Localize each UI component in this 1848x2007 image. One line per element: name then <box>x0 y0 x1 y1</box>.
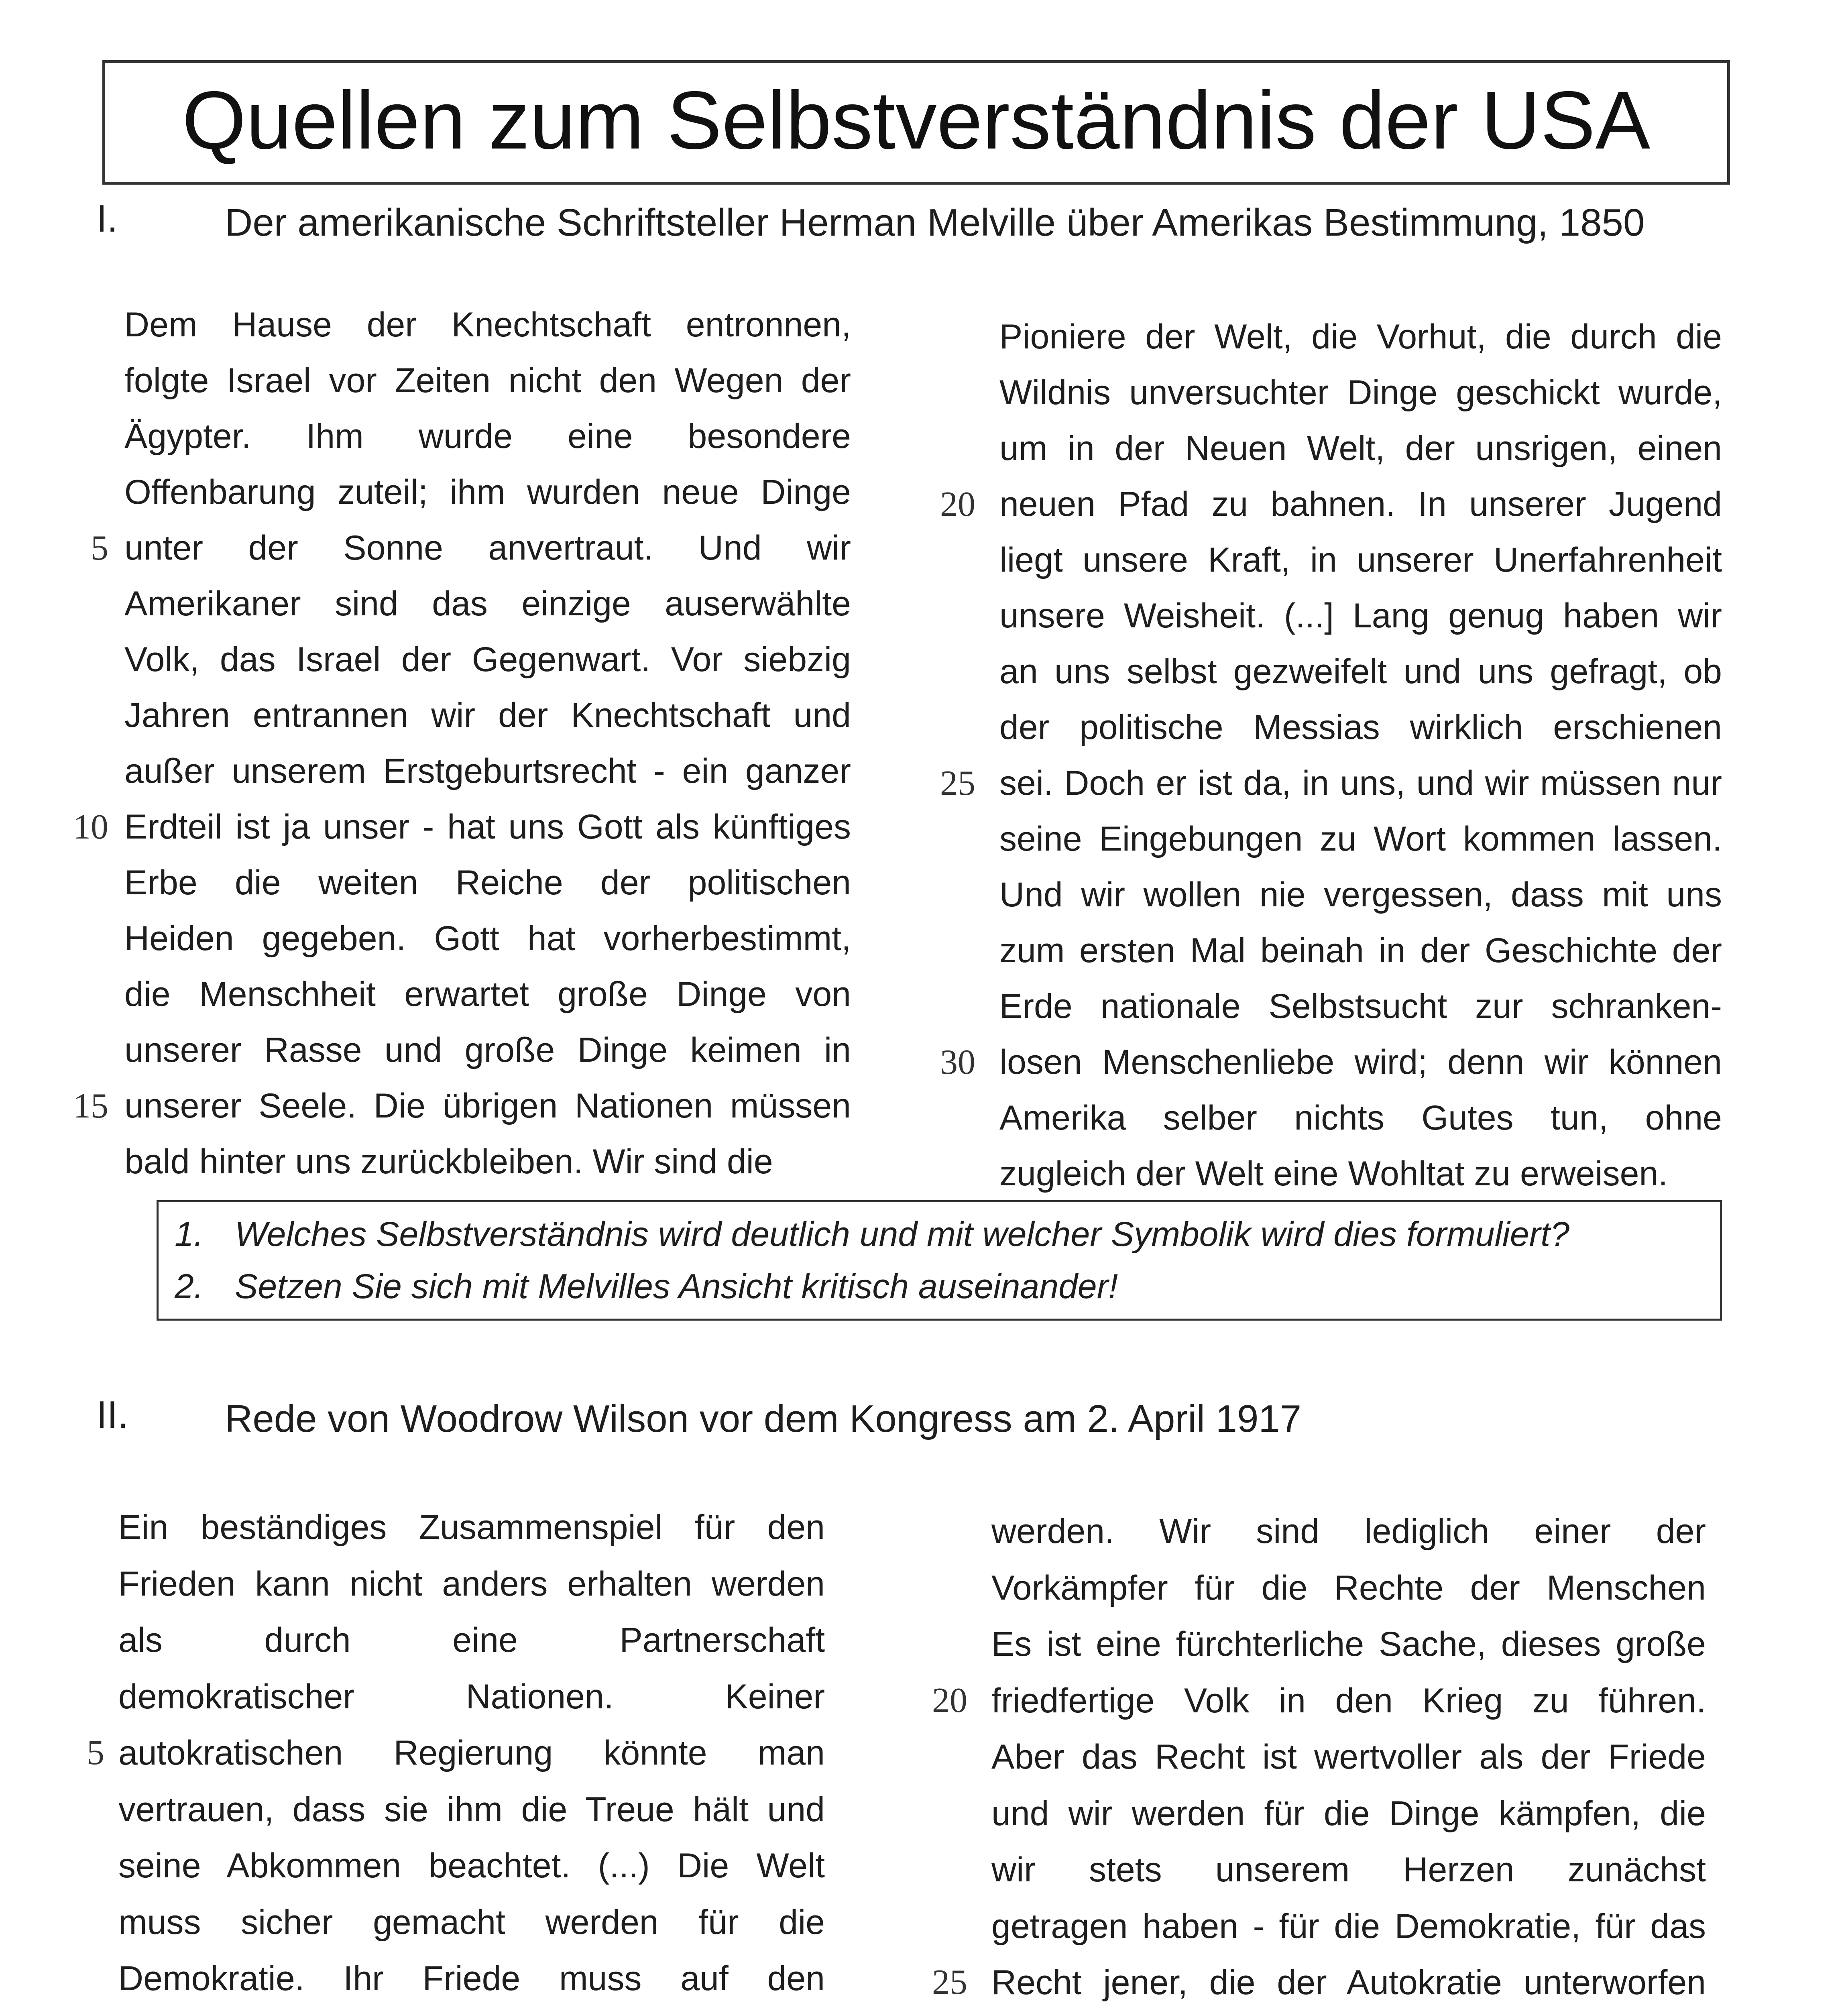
line-number: 30 <box>940 1042 975 1082</box>
text-line: Erde nationale Selbstsucht zur schranken- <box>999 987 1722 1026</box>
text-line: um in der Neuen Welt, der unsrigen, einen <box>999 429 1722 468</box>
text-line: als durch eine Partnerschaft <box>118 1621 825 1659</box>
text-line: friedfertige Volk in den Krieg zu führen. <box>991 1681 1706 1720</box>
text-line: unserer Seele. Die übrigen Nationen müssen <box>124 1087 851 1125</box>
text-line: Aber das Recht ist wertvoller als der Friede <box>991 1738 1706 1776</box>
text-line: Heiden gegeben. Gott hat vorherbestimmt, <box>124 919 851 958</box>
text-line: getragen haben - für die Demokratie, für das <box>991 1907 1706 1946</box>
text-line: unter der Sonne anvertraut. Und wir <box>124 529 851 567</box>
text-line: an uns selbst gezweifelt und uns gefragt, ob <box>999 652 1722 691</box>
text-line: demokratischer Nationen. Keiner <box>118 1677 825 1716</box>
line-number: 10 <box>73 807 108 847</box>
text-line: wir stets unserem Herzen zunächst <box>991 1850 1706 1889</box>
line-number: 15 <box>73 1086 108 1126</box>
section-1-heading: Der amerikanische Schriftsteller Herman Melville über Amerikas Bestimmung, 1850 <box>225 201 1645 244</box>
question-text: Setzen Sie sich mit Melvilles Ansicht kritisch auseinander! <box>235 1267 1118 1306</box>
question-item <box>159 1260 1720 1313</box>
text-line: Pioniere der Welt, die Vorhut, die durch die <box>999 318 1722 356</box>
text-line: liegt unsere Kraft, in unserer Unerfahrenheit <box>999 541 1722 579</box>
text-line: Amerika selber nichts Gutes tun, ohne <box>999 1099 1722 1137</box>
line-number: 5 <box>91 528 108 568</box>
section-2-heading: Rede von Woodrow Wilson vor dem Kongress am 2. April 1917 <box>225 1397 1302 1440</box>
section-1-questions-box <box>157 1200 1722 1321</box>
text-line: muss sicher gemacht werden für die <box>118 1903 825 1942</box>
text-line: Wildnis unversuchter Dinge geschickt wurde, <box>999 373 1722 412</box>
section-1-number: I. <box>96 197 118 240</box>
text-line: bald hinter uns zurückbleiben. Wir sind die <box>124 1142 773 1181</box>
text-line: Offenbarung zuteil; ihm wurden neue Dinge <box>124 473 851 511</box>
section-1-left-column <box>124 297 851 1190</box>
text-line: Erdteil ist ja unser - hat uns Gott als künftiges <box>124 808 851 846</box>
text-line: Und wir wollen nie vergessen, dass mit uns <box>999 875 1722 914</box>
text-line: sei. Doch er ist da, in uns, und wir müssen nur <box>999 764 1722 802</box>
text-line: Dem Hause der Knechtschaft entronnen, <box>124 305 851 344</box>
text-line: seine Eingebungen zu Wort kommen lassen. <box>999 820 1722 858</box>
text-line: folgte Israel vor Zeiten nicht den Wegen der <box>124 361 851 400</box>
text-line: Volk, das Israel der Gegenwart. Vor siebzig <box>124 640 851 679</box>
section-1-right-column <box>999 309 1722 1202</box>
text-line: Ein beständiges Zusammenspiel für den <box>118 1508 825 1547</box>
text-line: Erbe die weiten Reiche der politischen <box>124 863 851 902</box>
text-line: Demokratie. Ihr Friede muss auf den <box>118 1959 825 1998</box>
text-line: autokratischen Regierung könnte man <box>118 1734 825 1772</box>
section-2-number: II. <box>96 1393 129 1436</box>
text-line: unsere Weisheit. (...] Lang genug haben wir <box>999 596 1722 635</box>
line-number: 25 <box>932 1963 967 2002</box>
section-2-left-column <box>118 1499 825 2007</box>
text-line: losen Menschenliebe wird; denn wir können <box>999 1043 1722 1081</box>
question-number: 1. <box>175 1215 204 1254</box>
text-line: seine Abkommen beachtet. (...) Die Welt <box>118 1846 825 1885</box>
text-line: Es ist eine fürchterliche Sache, dieses große <box>991 1625 1706 1663</box>
question-text: Welches Selbstverständnis wird deutlich und mit welcher Symbolik wird dies formuliert? <box>235 1215 1570 1254</box>
line-number: 20 <box>932 1681 967 1720</box>
question-item <box>159 1208 1720 1260</box>
text-line: zugleich der Welt eine Wohltat zu erweisen. <box>999 1154 1668 1193</box>
text-line: außer unserem Erstgeburtsrecht - ein ganzer <box>124 752 851 790</box>
text-line: Amerikaner sind das einzige auserwählte <box>124 584 851 623</box>
text-line: die Menschheit erwartet große Dinge von <box>124 975 851 1014</box>
line-number: 5 <box>87 1733 104 1773</box>
text-line: unserer Rasse und große Dinge keimen in <box>124 1031 851 1069</box>
section-2-right-column <box>991 1503 1706 2007</box>
line-number: 20 <box>940 484 975 524</box>
text-line: und wir werden für die Dinge kämpfen, die <box>991 1794 1706 1833</box>
text-line: Vorkämpfer für die Rechte der Menschen <box>991 1568 1706 1607</box>
page-title: Quellen zum Selbstverständnis der USA <box>182 74 1651 166</box>
text-line: Ägypter. Ihm wurde eine besondere <box>124 417 851 456</box>
text-line: Recht jener, die der Autokratie unterworfen <box>991 1963 1706 2002</box>
line-number: 25 <box>940 763 975 803</box>
text-line: Jahren entrannen wir der Knechtschaft und <box>124 696 851 735</box>
text-line: zum ersten Mal beinah in der Geschichte der <box>999 931 1722 970</box>
question-number: 2. <box>175 1267 204 1306</box>
text-line: werden. Wir sind lediglich einer der <box>991 1512 1706 1551</box>
text-line: vertrauen, dass sie ihm die Treue hält und <box>118 1790 825 1829</box>
text-line: der politische Messias wirklich erschienen <box>999 708 1722 747</box>
text-line: Frieden kann nicht anders erhalten werden <box>118 1564 825 1603</box>
text-line: neuen Pfad zu bahnen. In unserer Jugend <box>999 485 1722 523</box>
